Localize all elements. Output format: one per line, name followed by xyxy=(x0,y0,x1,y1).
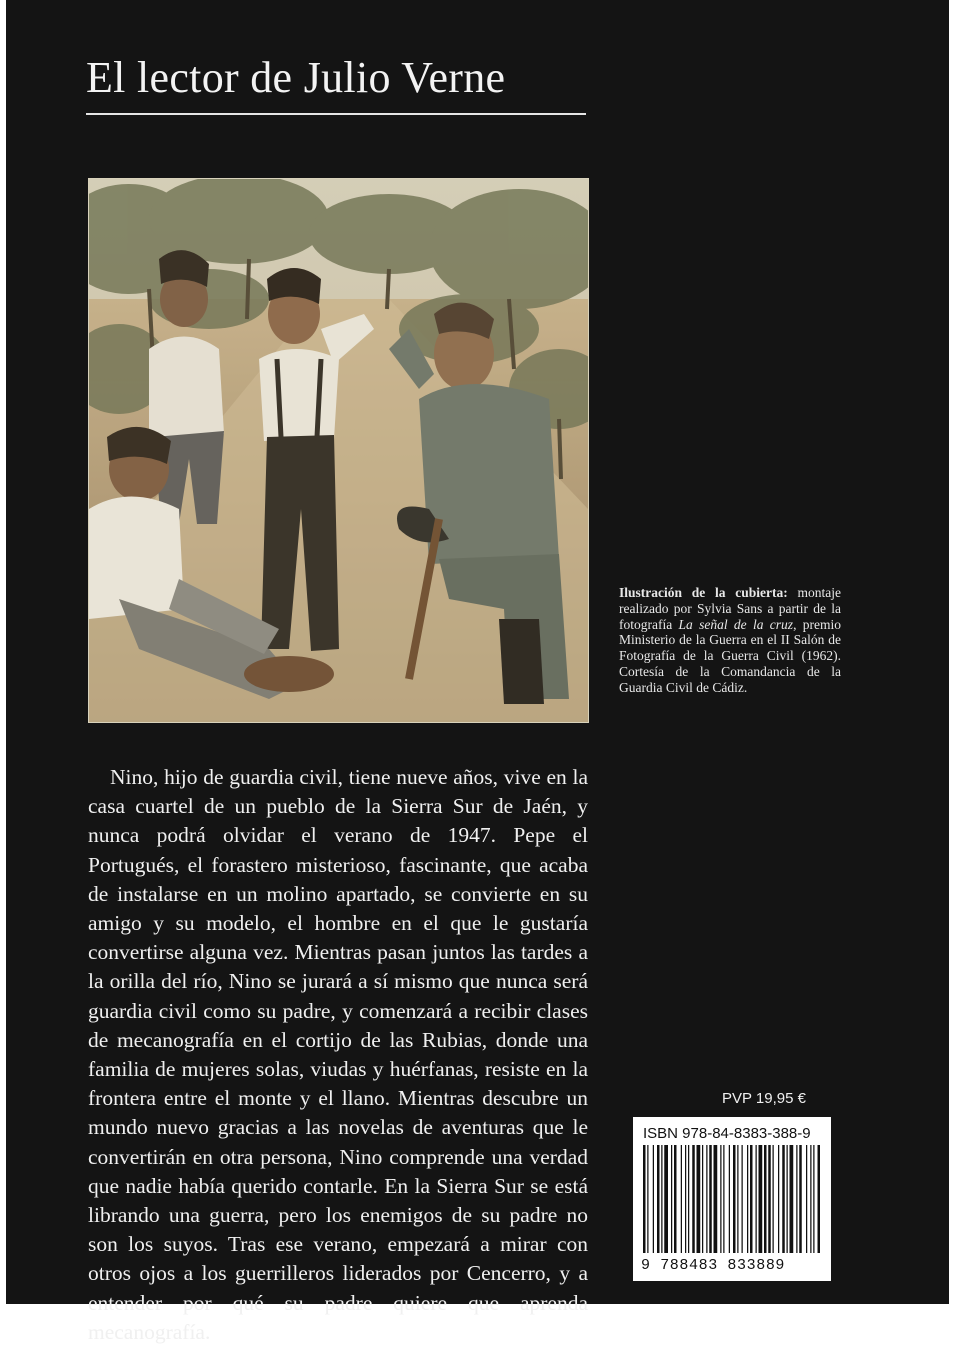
back-cover xyxy=(6,0,949,1344)
barcode-bars xyxy=(641,1145,823,1257)
barcode-digits: 9 788483 833889 xyxy=(641,1257,786,1274)
cover-illustration-credit xyxy=(619,585,841,696)
price-label: PVP 19,95 € xyxy=(722,1090,806,1107)
title-underline xyxy=(86,113,586,115)
synopsis-text xyxy=(88,763,588,1347)
credit-text-continued: , premio Ministerio de la Guerra en el II Salón de Fotografía de la Guerra Civil (1962). Cortesía de la Comandancia de la Guardia Civil de Cádiz. xyxy=(619,616,841,695)
isbn-label: ISBN 978-84-8383-388-9 xyxy=(643,1125,811,1142)
book-title: El lector de Julio Verne xyxy=(86,53,506,102)
synopsis-body: Nino, hijo de guardia civil, tiene nueve años, vive en la casa cuartel de un pueblo de la Sierra Sur de Jaén, y nunca podrá olvidar el verano de 1947. Pepe el Portugués, el forastero misterioso, fascinante, que acaba de instalarse en un molino apartado, se convierte en su amigo y su modelo, el hombre en el que le gustaría convertirse alguna vez. Mientras pasan juntos las tardes a la orilla del río, Nino se jurará a sí mismo que nunca será guardia civil como su padre, y comenzará a recibir clases de mecanografía en el cortijo de las Rubias, donde una familia de mujeres solas, viudas y huérfanas, resiste en la frontera entre el monte y el llano. Mientras descubre un mundo nuevo gracias a las novelas de aventuras que le convertirán en otra persona, Nino comprende una verdad que nadie había querido contarle. En la Sierra Sur se está librando una guerra, pero los enemigos de su padre no son los suyos. Tras ese verano, empezará a mirar con otros ojos a los guerrilleros liderados por Cencerro, y a entender por qué su padre quiere que aprenda mecanografía. xyxy=(88,765,588,1344)
cover-photo xyxy=(88,178,589,723)
credit-photo-title: La señal de la cruz xyxy=(678,616,794,632)
barcode-panel xyxy=(633,1117,831,1281)
credit-text: montaje realizado por Sylvia Sans a partir de la fotografía xyxy=(619,585,841,632)
credit-heading: Ilustración de la cubierta: xyxy=(619,585,788,600)
